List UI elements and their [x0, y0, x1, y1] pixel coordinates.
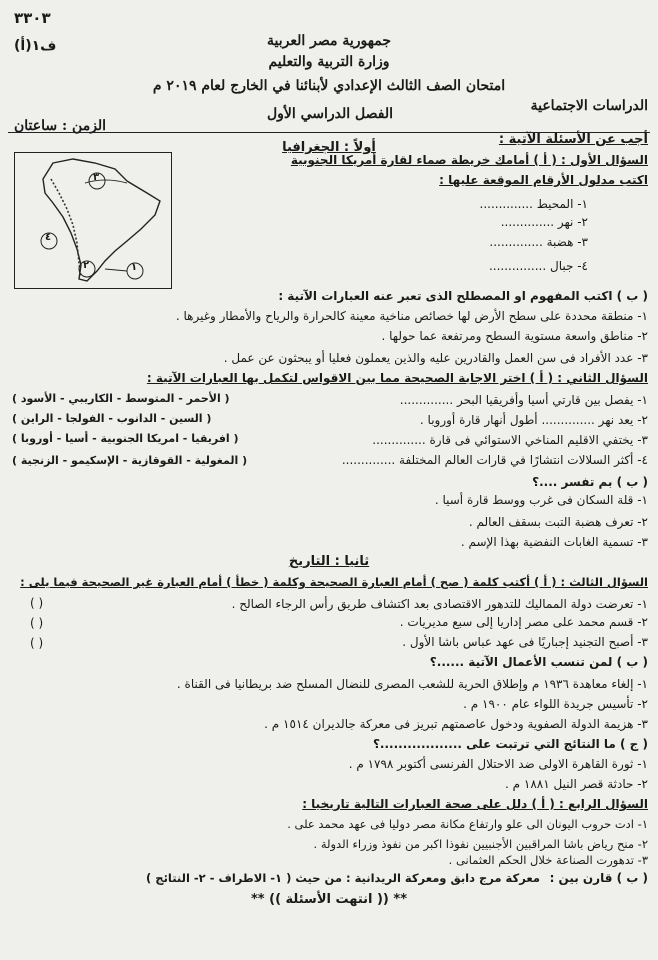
q2-options: ( المغولية - القوقازية - الإسكيمو - الزنجية )	[12, 454, 248, 467]
map-label-2: ٢	[83, 260, 90, 271]
q3b-item: ١- إلغاء معاهدة ١٩٣٦ م وإطلاق الحرية للشعب المصرى للنضال المسلح ضد بريطانيا فى القناة .	[176, 677, 648, 691]
q1b-item: ٣- عدد الأفراد فى سن العمل والقادرين عليه والذين يعملون فعليا أو يبحثون عن عمل .	[223, 351, 648, 365]
answer-box[interactable]: ( )	[30, 596, 44, 610]
subject: الدراسات الاجتماعية	[530, 98, 648, 114]
answer-box[interactable]: ( )	[30, 616, 44, 630]
geography-heading: أولاً : الجغرافيا	[282, 140, 376, 155]
history-heading: ثانيا : التاريخ	[288, 554, 370, 569]
q4-item: ٣- تدهورت الصناعة خلال الحكم العثمانى .	[448, 853, 648, 867]
q1-item: ٢- نهر ..............	[500, 215, 588, 229]
answer-box[interactable]: ( )	[30, 636, 44, 650]
q3c-title: ( ج ) ما النتائج التي ترتبت على ..................؟	[372, 737, 648, 751]
q1-instruction: اكتب مدلول الأرقام الموقعة عليها :	[439, 173, 648, 187]
instructions: أجب عن الأسئلة الآتية :	[498, 132, 648, 147]
q2-title: السؤال الثاني : ( أ ) اختر الاجابة الصحيحة مما بين الاقواس لتكمل بها العبارات الآتية :	[146, 371, 648, 385]
map-label-3: ٣	[93, 172, 100, 183]
q3-item: ١- تعرضت دولة المماليك للتدهور الاقتصادى بعد اكتشاف طريق رأس الرجاء الصالح .	[231, 597, 648, 611]
q3-title: السؤال الثالث : ( أ ) أكتب كلمة ( صح ) أمام العبارة الصحيحة وكلمة ( خطأ ) أمام العبارة غير الصحيحة فيما يلى :	[20, 575, 648, 589]
term: الفصل الدراسي الأول	[266, 106, 394, 122]
q1-item: ٣- هضبة ..............	[489, 235, 588, 249]
q2-item: ٤- أكثر السلالات انتشارًا في قارات العالم المختلفة ..............	[341, 453, 648, 467]
end-of-exam: ** (( انتهت الأسئلة )) **	[251, 892, 407, 907]
q2-item: ٢- يعد نهر .............. أطول أنهار قارة أوروبا .	[419, 413, 648, 427]
q3b-item: ٣- هزيمة الدولة الصفوية ودخول عاصمتهم تبريز فى معركة جالديران ١٥١٤ م .	[264, 717, 648, 731]
q1-item: ٤- جبال ...............	[488, 259, 588, 273]
q1b-item: ١- منطقة محددة على سطح الأرض لها خصائص مناخية معينة كالحرارة والرياح والأمطار وغيرها .	[175, 309, 648, 323]
map-label-4: ٤	[45, 232, 52, 243]
q3b-item: ٢- تأسيس جريدة اللواء عام ١٩٠٠ م .	[463, 697, 648, 711]
q3c-item: ١- ثورة القاهرة الاولى ضد الاحتلال الفرنسى أكتوبر ١٧٩٨ م .	[348, 757, 648, 771]
q1b-title: ( ب ) اكتب المفهوم او المصطلح الذى تعبر عنه العبارات الآتية :	[278, 289, 648, 303]
exam-time: الزمن : ساعتان	[14, 118, 107, 134]
south-america-map	[14, 152, 172, 289]
q2b-item: ٢- تعرف هضبة التبت بسقف العالم .	[468, 515, 648, 529]
page-tag: ف١(أ)	[14, 38, 57, 54]
ministry-title: وزارة التربية والتعليم	[268, 54, 390, 70]
q2b-item: ١- قلة السكان فى غرب ووسط قارة أسيا .	[434, 493, 648, 507]
q1-item: ١- المحيط ..............	[479, 197, 588, 211]
q2-options: ( الأحمر - المتوسط - الكاريبي - الأسود )	[12, 392, 230, 405]
map-label-1: ١	[131, 262, 138, 273]
exam-code: ٣٣٠٣	[14, 9, 51, 27]
q3c-item: ٢- حادثة قصر النيل ١٨٨١ م .	[505, 777, 648, 791]
q2b-title: ( ب ) بم تفسر ....؟	[532, 475, 648, 489]
q4-item: ١- ادت حروب اليونان الى علو وارتفاع مكانة مصر دوليا فى عهد محمد على .	[287, 817, 648, 831]
q1-title: السؤال الأول : ( أ ) أمامك خريطة صماء لقارة أمريكا الجنوبية	[290, 153, 648, 167]
q1b-item: ٢- مناطق واسعة مستوية السطح ومرتفعة عما حولها .	[381, 329, 648, 343]
q4b-prefix: ( ب ) قارن بين :	[549, 871, 648, 885]
q4-title: السؤال الرابع : ( أ ) دلل على صحة العبارات التالية تاريخيا :	[302, 797, 648, 811]
q3b-title: ( ب ) لمن تنسب الأعمال الآتية ......؟	[429, 655, 648, 669]
q4b-text: معركة مرج دابق ومعركة الريدانية : من حيث ( ١- الاطراف - ٢- النتائج )	[146, 871, 540, 885]
q4-item: ٢- منح رياض باشا المراقبين الأجنبيين نفوذا اكبر من نفوذ وزراء الدولة .	[313, 837, 648, 851]
q3-item: ٣- أصبح التجنيد إجباريًا فى عهد عباس باشا الأول .	[402, 635, 648, 649]
q2-options: ( السين - الدانوب - الفولجا - الراين )	[12, 412, 212, 425]
q2-options: ( افريقيا - امريكا الجنوبية - أسيا - أوروبا )	[12, 432, 239, 445]
exam-title: امتحان الصف الثالث الإعدادي لأبنائنا في الخارج لعام ٢٠١٩ م	[152, 78, 506, 94]
republic-title: جمهورية مصر العربية	[267, 33, 391, 49]
q2-item: ١- يفصل بين قارتي أسيا وأفريقيا البحر ..............	[399, 393, 648, 407]
q3-item: ٢- قسم محمد على مصر إداريا إلى سبع مديريات .	[399, 615, 648, 629]
q2b-item: ٣- تسمية الغابات النفضية بهذا الإسم .	[460, 535, 648, 549]
q2-item: ٣- يختفي الاقليم المناخي الاستوائي فى قارة ..............	[372, 433, 648, 447]
